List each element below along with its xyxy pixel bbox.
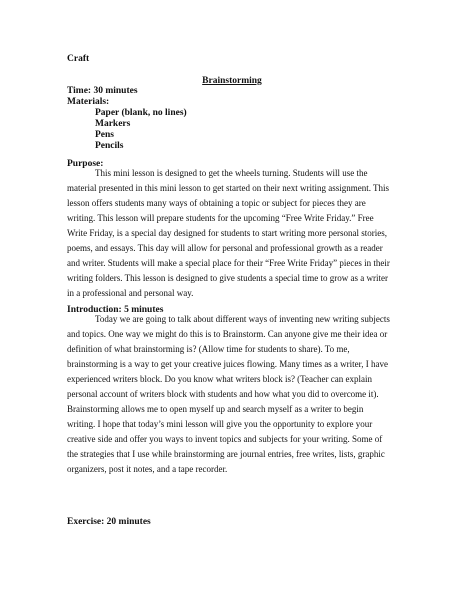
material-item: Pens <box>95 130 114 140</box>
paragraph-line: Write Friday, is a special day designed for students to start writing more personal stories, <box>67 228 387 238</box>
paragraph-line: material presented in this mini lesson to get started on their next writing assignment. This <box>67 183 390 193</box>
paragraph-line: definition of what brainstorming is? (Allow time for students to share). To me, <box>67 344 350 354</box>
lesson-category: Craft <box>67 54 90 64</box>
paragraph-line: lesson offers students many ways of obtaining a topic or subject for pieces they are <box>67 198 366 208</box>
paragraph-line: personal account of writers block with students and how what you did to overcome it). <box>67 389 379 399</box>
paragraph-line: writing. This lesson will prepare students for the upcoming “Free Write Friday.” Free <box>67 213 374 223</box>
paragraph-line: Today we are going to talk about different ways of inventing new writing subjects <box>95 314 390 324</box>
paragraph-line: writing. I hope that today’s mini lesson will give you the opportunity to explore your <box>67 419 373 429</box>
paragraph-line: the strategies that I use while brainstorming are journal entries, free writes, lists, graphic <box>67 449 385 459</box>
paragraph-line: brainstorming is a way to get your creative juices flowing. Many times as a writer, I have <box>67 359 389 369</box>
paragraph-line: and writer. Students will make a special place for their “Free Write Friday” pieces in their <box>67 258 390 268</box>
paragraph-line: organizers, post it notes, and a tape recorder. <box>67 464 228 474</box>
materials-list <box>95 108 187 152</box>
paragraph-line: Brainstorming allows me to open myself up and search myself as a writer to begin <box>67 404 364 414</box>
paragraph-line: experienced writers block. Do you know what writers block is? (Teacher can explain <box>67 374 373 384</box>
introduction-paragraph <box>67 312 397 477</box>
paragraph-line: creative side and offer you ways to invent topics and subjects for your writing. Some of <box>67 434 383 444</box>
materials-label: Materials: <box>67 97 110 107</box>
paragraph-line: This mini lesson is designed to get the wheels turning. Students will use the <box>95 168 368 178</box>
exercise-heading: Exercise: 20 minutes <box>67 517 151 527</box>
lesson-title: Brainstorming <box>202 76 262 86</box>
introduction-heading: Introduction: 5 minutes <box>67 305 164 315</box>
paragraph-line: poems, and essays. This day will allow for personal and professional growth as a reader <box>67 243 383 253</box>
lesson-meta <box>67 86 138 108</box>
material-item: Pencils <box>95 141 124 151</box>
paragraph-line: in a professional and personal way. <box>67 288 194 298</box>
lesson-time: Time: 30 minutes <box>67 86 138 96</box>
paragraph-line: and topics. One way we might do this is to Brainstorm. Can anyone give me their idea or <box>67 329 388 339</box>
material-item: Paper (blank, no lines) <box>95 108 187 118</box>
material-item: Markers <box>95 119 131 129</box>
purpose-paragraph <box>67 166 397 301</box>
paragraph-line: writing folders. This lesson is designed to give students a special time to grow as a writer <box>67 273 389 283</box>
purpose-heading: Purpose: <box>67 159 104 169</box>
